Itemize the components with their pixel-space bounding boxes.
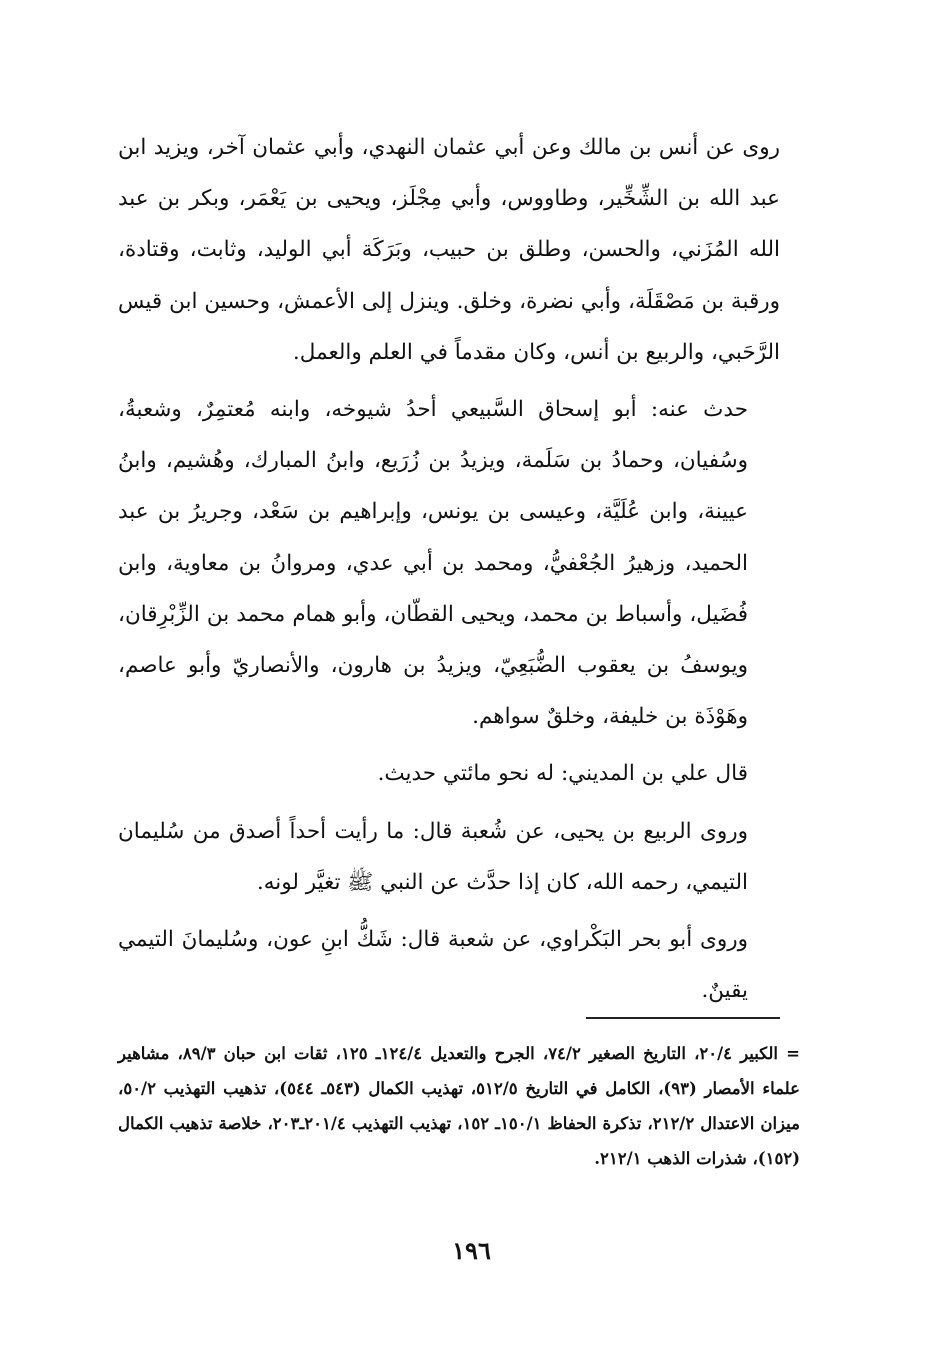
- paragraph-rabi-report: وروى الربيع بن يحيى، عن شُعبة قال: ما رأيت أحداً أصدق من سُليمان التيمي، رحمه الله، كان إذا حدَّث عن النبي ﷺ تغيَّر لونه.: [118, 818, 748, 895]
- main-text: [118, 122, 780, 1016]
- paragraph-ibn-al-madini: قال علي بن المديني: له نحو مائتي حديث.: [377, 761, 748, 787]
- paragraph-abu-bahr-report: وروى أبو بحر البَكْراوي، عن شعبة قال: شَكُّ ابنِ عون، وسُليمانَ التيمي يقينٌ.: [118, 927, 748, 1004]
- paragraph-narrated-from: روى عن أنس بن مالك وعن أبي عثمان النهدي، وأبي عثمان آخر، ويزيد ابن عبد الله بن الشِّخِّير، وطاووس، وأبي مِجْلَز، ويحيى بن يَعْمَر، وبكر بن عبد الله المُزَني، والحسن، وطلق بن حبيب، وبَرَكَة أبي الوليد، وثابت، وقتادة، ورقبة بن مَصْقَلَة، وأبي نضرة، وخلق. وينزل إلى الأعمش، وحسين ابن قيس الرَّحَبي، والربيع بن أنس، وكان مقدماً في العلم والعمل.: [118, 135, 780, 365]
- footnote-sources: = الكبير ٢٠/٤، التاريخ الصغير ٧٤/٢، الجرح والتعديل ١٢٤/٤ـ ١٢٥، ثقات ابن حبان ٨٩/٣، مشاهير علماء الأمصار (٩٣)، الكامل في التاريخ ٥١٢/٥، تهذيب الكمال (٥٤٣ـ ٥٤٤)، تذهيب التهذيب ٥٠/٢، ميزان الاعتدال ٢١٢/٢، تذكرة الحفاظ ١٥٠/١ـ ١٥٢، تهذيب التهذيب ٢٠١/٤ـ٢٠٣، خلاصة تذهيب الكمال (١٥٢)، شذرات الذهب ٢١٢/١.: [118, 1044, 800, 1168]
- footnotes: [118, 1036, 800, 1176]
- page-number: ١٩٦: [452, 1236, 491, 1265]
- paragraph-narrated-by: حدث عنه: أبو إسحاق السَّبيعي أحدُ شيوخه، وابنه مُعتمِرٌ، وشعبةُ، وسُفيان، وحمادُ بن سَلَمة، ويزيدُ بن زُرَيع، وابنُ المبارك، وهُشيم، وابنُ عيينة، وابن عُلَيَّة، وعيسى بن يونس، وإبراهيم بن سَعْد، وجريرُ بن عبد الحميد، وزهيرُ الجُعْفيُّ، ومحمد بن أبي عدي، ومروانُ بن معاوية، وابن فُضَيل، وأسباط بن محمد، ويحيى القطّان، وأبو همام محمد بن الزِّبْرِقان، ويوسفُ بن يعقوب الضُّبَعِيّ، ويزيدُ بن هارون، والأنصاريّ وأبو عاصم، وهَوْذَة بن خليفة، وخلقٌ سواهم.: [118, 397, 748, 730]
- footnote-divider: [586, 1017, 780, 1019]
